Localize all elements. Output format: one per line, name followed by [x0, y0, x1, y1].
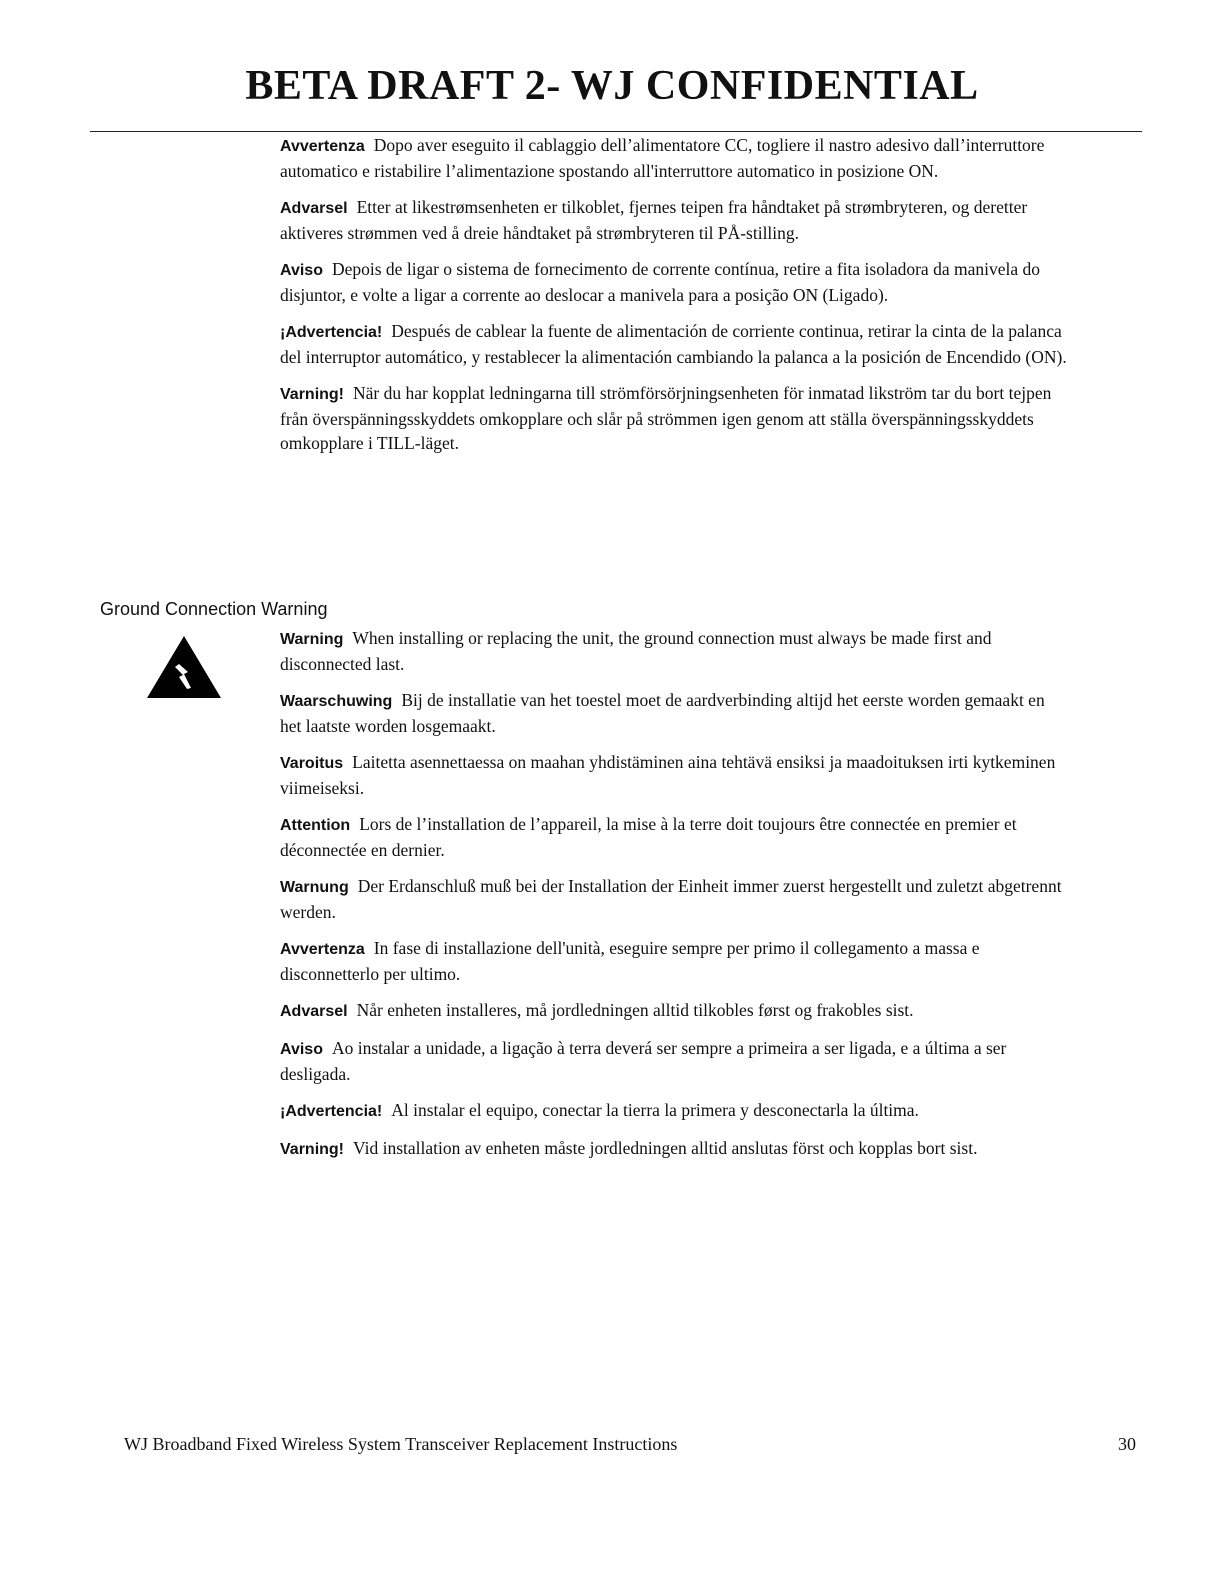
- warning-paragraph: [280, 812, 1070, 862]
- warning-paragraph: [280, 626, 1070, 676]
- warning-text: Laitetta asennettaessa on maahan yhdistäminen aina tehtävä ensiksi ja maadoituksen irti kytkeminen viimeiseksi.: [280, 752, 1056, 798]
- warning-label: Warnung: [280, 879, 349, 896]
- warning-label: Waarschuwing: [280, 693, 393, 710]
- dc-power-warning-block: [280, 133, 1070, 467]
- warning-text: Lors de l’installation de l’appareil, la mise à la terre doit toujours être connectée en premier et déconnectée en dernier.: [280, 814, 1017, 860]
- page-number: 30: [1118, 1434, 1136, 1454]
- footer-document-title: WJ Broadband Fixed Wireless System Transceiver Replacement Instructions: [124, 1434, 678, 1454]
- warning-text: Bij de installatie van het toestel moet de aardverbinding altijd het eerste worden gemaakt en het laatste worden losgemaakt.: [280, 690, 1045, 736]
- ground-connection-warning-block: [280, 626, 1070, 1174]
- warning-label: Varoitus: [280, 755, 344, 772]
- warning-text: Der Erdanschluß muß bei der Installation der Einheit immer zuerst hergestellt und zuletzt abgetrennt werden.: [280, 876, 1062, 922]
- warning-label: Attention: [280, 817, 351, 834]
- warning-text: Når enheten installeres, må jordledningen alltid tilkobles først og frakobles sist.: [356, 1000, 914, 1020]
- warning-label: Aviso: [280, 1041, 323, 1058]
- warning-paragraph: [280, 998, 1070, 1024]
- warning-text: Depois de ligar o sistema de fornecimento de corrente contínua, retire a fita isoladora da manivela do disjuntor, e volte a ligar a corrente ao deslocar a manivela para a posição ON (Ligado).: [280, 259, 1040, 305]
- warning-label: Advarsel: [280, 200, 348, 217]
- warning-text: In fase di installazione dell'unità, eseguire sempre per primo il collegamento a massa e disconnetterlo per ultimo.: [280, 938, 980, 984]
- warning-label: Varning!: [280, 1141, 345, 1158]
- warning-paragraph: [280, 1036, 1070, 1086]
- warning-label: Aviso: [280, 262, 323, 279]
- warning-label: ¡Advertencia!: [280, 324, 383, 341]
- warning-label: ¡Advertencia!: [280, 1103, 383, 1120]
- warning-text: When installing or replacing the unit, the ground connection must always be made first and disconnected last.: [280, 628, 992, 674]
- warning-text: Etter at likestrømsenheten er tilkoblet, fjernes teipen fra håndtaket på strømbryteren, og deretter aktiveres strømmen ved å dreie håndtaket på strømbryteren til PÅ-stilling.: [280, 197, 1028, 243]
- warning-text: Al instalar el equipo, conectar la tierra la primera y desconectarla la última.: [391, 1100, 919, 1120]
- warning-text: När du har kopplat ledningarna till strömförsörjningsenheten för inmatad likström tar du bort tejpen från överspänningsskyddets omkopplare och slår på strömmen igen genom att ställa överspänningsskyddets omkopplare i TILL-läget.: [280, 383, 1052, 453]
- warning-label: Avvertenza: [280, 941, 365, 958]
- warning-text: Dopo aver eseguito il cablaggio dell’alimentatore CC, togliere il nastro adesivo dall’interruttore automatico e ristabilire l’alimentazione spostando all'interruttore automatico in posizione ON.: [280, 135, 1045, 181]
- warning-paragraph: [280, 257, 1070, 307]
- warning-text: Ao instalar a unidade, a ligação à terra deverá ser sempre a primeira a ser ligada, e a última a ser desligada.: [280, 1038, 1007, 1084]
- warning-label: Varning!: [280, 386, 345, 403]
- warning-paragraph: [280, 688, 1070, 738]
- header-divider: [90, 131, 1142, 132]
- section-heading: Ground Connection Warning: [100, 599, 328, 619]
- warning-triangle-lightning-icon: [146, 634, 222, 700]
- warning-paragraph: [280, 381, 1070, 455]
- warning-paragraph: [280, 133, 1070, 183]
- warning-paragraph: [280, 1136, 1070, 1162]
- warning-text: Vid installation av enheten måste jordledningen alltid anslutas först och kopplas bort sist.: [353, 1138, 978, 1158]
- warning-paragraph: [280, 1098, 1070, 1124]
- warning-label: Advarsel: [280, 1003, 348, 1020]
- warning-paragraph: [280, 750, 1070, 800]
- page-title: BETA DRAFT 2- WJ CONFIDENTIAL: [245, 63, 979, 109]
- warning-paragraph: [280, 319, 1070, 369]
- warning-paragraph: [280, 874, 1070, 924]
- warning-label: Warning: [280, 631, 344, 648]
- warning-paragraph: [280, 936, 1070, 986]
- warning-label: Avvertenza: [280, 138, 365, 155]
- warning-text: Después de cablear la fuente de alimentación de corriente continua, retirar la cinta de la palanca del interruptor automático, y restablecer la alimentación cambiando la palanca a la posición de Encendido (ON).: [280, 321, 1067, 367]
- warning-paragraph: [280, 195, 1070, 245]
